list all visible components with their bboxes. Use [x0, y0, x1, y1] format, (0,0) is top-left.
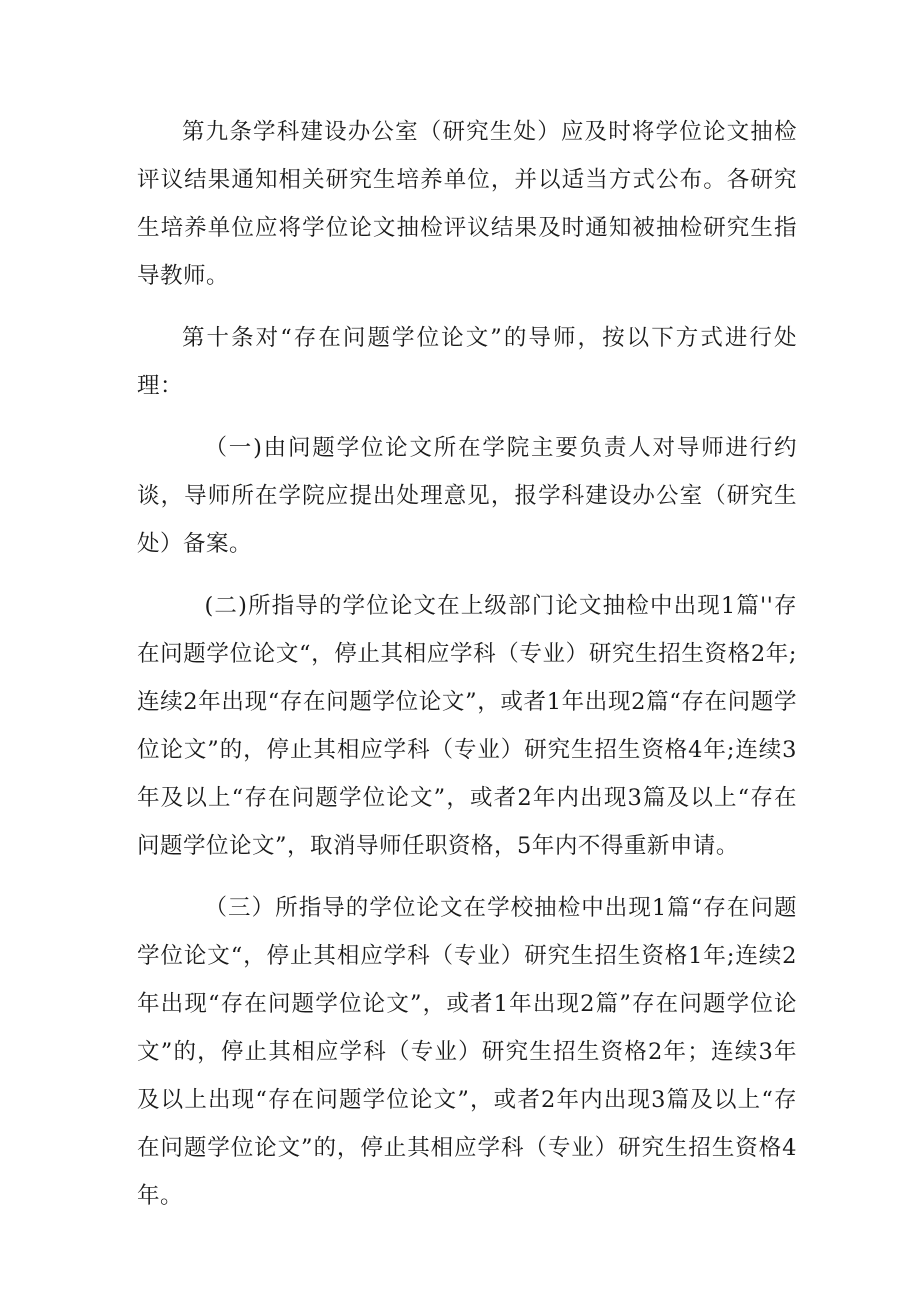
item-3-paragraph: （三）所指导的学位论文在学校抽检中出现1篇“存在问题学位论文“，停止其相应学科（专业）研究生招生资格1年;连续2年出现“存在问题学位论文”，或者1年出现2篇”存在问题学位论文”的，停止其相应学科（专业）研究生招生资格2年；连续3年及以上出现“存在问题学位论文”，或者2年内出现3篇及以上“存在问题学位论文”的，停止其相应学科（专业）研究生招生资格4年。	[137, 895, 797, 1209]
item-1-paragraph: （一)由问题学位论文所在学院主要负责人对导师进行约谈，导师所在学院应提出处理意见，报学科建设办公室（研究生处）备案。	[137, 435, 797, 557]
document-body	[137, 108, 797, 1234]
article-10-paragraph: 第十条对“存在问题学位论文”的导师，按以下方式进行处理：	[137, 325, 797, 399]
article-9-paragraph: 第九条学科建设办公室（研究生处）应及时将学位论文抽检评议结果通知相关研究生培养单位，并以适当方式公布。各研究生培养单位应将学位论文抽检评议结果及时通知被抽检研究生指导教师。	[137, 119, 797, 289]
item-2-paragraph: (二)所指导的学位论文在上级部门论文抽检中出现1篇''存在问题学位论文“，停止其相应学科（专业）研究生招生资格2年;连续2年出现“存在问题学位论文”，或者1年出现2篇“存在问题学位论文”的，停止其相应学科（专业）研究生招生资格4年;连续3年及以上“存在问题学位论文”，或者2年内出现3篇及以上“存在问题学位论文”，取消导师任职资格，5年内不得重新申请。	[137, 593, 797, 859]
